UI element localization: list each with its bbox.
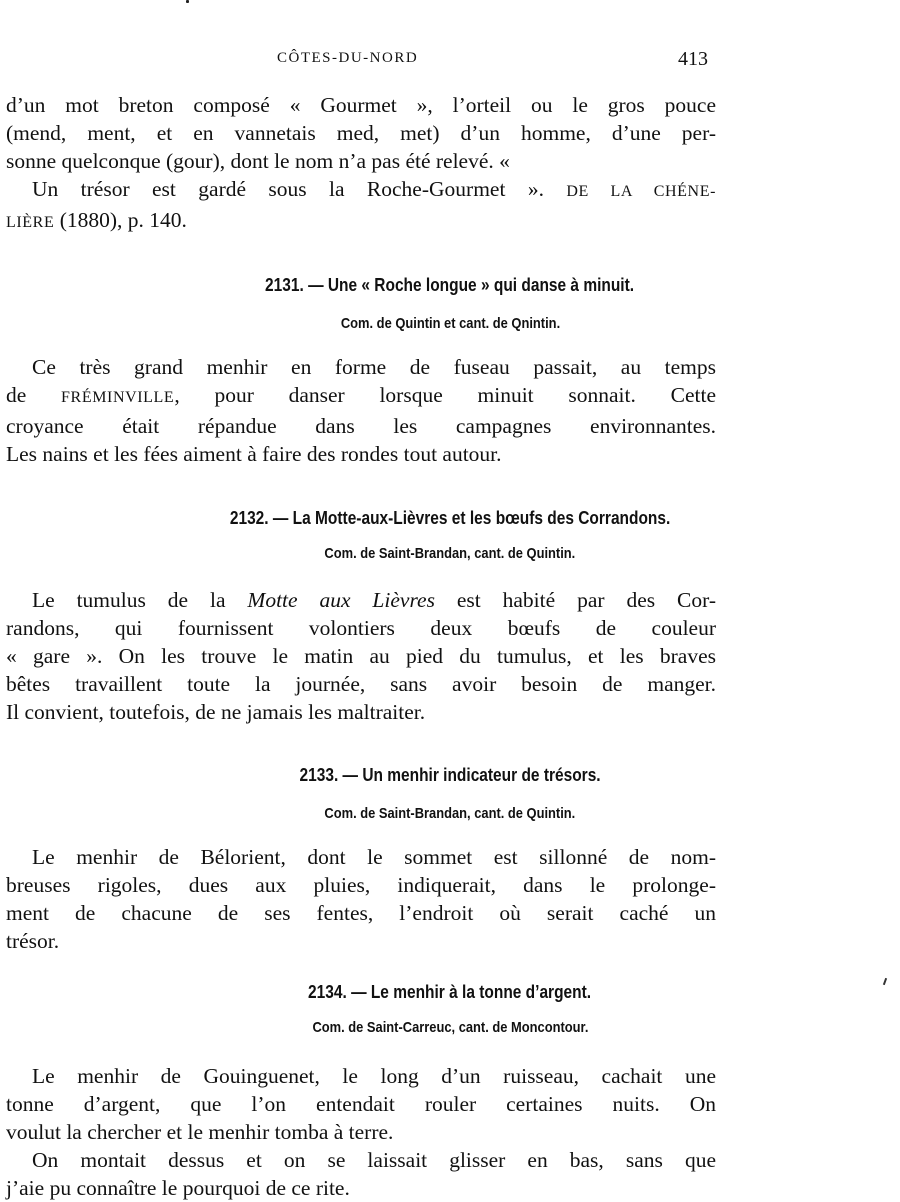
section-subtitle-2131: Com. de Quintin et cant. de Qnintin. xyxy=(340,315,560,332)
running-title: CÔTES-DU-NORD xyxy=(277,50,419,66)
text-line: j’aie pu connaître le pourquoi de ce rite. xyxy=(6,1176,350,1200)
text-line: Le menhir de Bélorient, dont le sommet est sillonné de nom- xyxy=(32,845,716,869)
text-line: randons, qui fournissent volontiers deux bœufs de couleur xyxy=(6,616,716,640)
text-line: bêtes travaillent toute la journée, sans avoir besoin de manger. xyxy=(6,672,716,696)
text-run: de xyxy=(6,383,62,407)
section-body-2133 xyxy=(6,843,716,955)
section-body-2134 xyxy=(6,1062,716,1202)
text-line: d’un mot breton composé « Gourmet », l’orteil ou le gros pouce xyxy=(6,93,716,117)
text-line: (mend, ment, et en vannetais med, met) d’un homme, d’une per- xyxy=(6,121,716,145)
text-run: (1880), p. 140. xyxy=(54,208,187,232)
text-line xyxy=(6,381,716,412)
author-name: DE LA CHÉNE- xyxy=(566,183,716,200)
text-line: trésor. xyxy=(6,929,60,953)
section-title-2131: 2131. — Une « Roche longue » qui danse à minuit. xyxy=(265,275,635,295)
text-run: Le tumulus de la xyxy=(32,588,248,612)
text-line xyxy=(6,586,716,614)
text-line: ment de chacune de ses fentes, l’endroit où serait caché un xyxy=(6,901,716,925)
section-subtitle-2132: Com. de Saint-Brandan, cant. de Quintin. xyxy=(324,545,576,562)
section-title-2132: 2132. — La Motte-aux-Lièvres et les bœufs des Corrandons. xyxy=(229,508,671,528)
author-name: LIÈRE xyxy=(6,214,55,231)
section-body-2132 xyxy=(6,586,716,726)
section-title-2134: 2134. — Le menhir à la tonne d’argent. xyxy=(308,982,592,1002)
text-line: croyance était répandue dans les campagnes environnantes. xyxy=(6,414,716,438)
text-line: breuses rigoles, dues aux pluies, indiquerait, dans le prolonge- xyxy=(6,873,716,897)
place-name: Motte aux Lièvres xyxy=(247,588,435,612)
intro-paragraph xyxy=(6,91,716,237)
text-line xyxy=(6,175,716,206)
text-line: « gare ». On les trouve le matin au pied du tumulus, et les braves xyxy=(6,644,716,668)
text-line: Ce très grand menhir en forme de fuseau passait, au temps xyxy=(32,355,716,379)
section-body-2131 xyxy=(6,353,716,468)
text-line xyxy=(6,206,716,237)
page-number: 413 xyxy=(678,48,708,70)
text-run: est habité par des Cor- xyxy=(434,588,716,612)
text-line: Il convient, toutefois, de ne jamais les maltraiter. xyxy=(6,700,426,724)
text-line: Le menhir de Gouinguenet, le long d’un ruisseau, cachait une xyxy=(32,1064,716,1088)
text-line: voulut la chercher et le menhir tomba à terre. xyxy=(6,1120,394,1144)
section-subtitle-2134: Com. de Saint-Carreuc, cant. de Moncontour. xyxy=(312,1019,588,1036)
text-run: , pour danser lorsque minuit sonnait. Cette xyxy=(174,383,716,407)
section-title-2133: 2133. — Un menhir indicateur de trésors. xyxy=(299,765,601,785)
text-line: On montait dessus et on se laissait glisser en bas, sans que xyxy=(32,1148,716,1172)
ink-dot xyxy=(186,0,189,3)
text-run: Un trésor est gardé sous la Roche-Gourmet ». xyxy=(32,177,567,201)
page-header xyxy=(0,48,900,72)
section-subtitle-2133: Com. de Saint-Brandan, cant. de Quintin. xyxy=(324,805,576,822)
text-line: tonne d’argent, que l’on entendait rouler certaines nuits. On xyxy=(6,1092,716,1116)
text-line: sonne quelconque (gour), dont le nom n’a pas été relevé. « xyxy=(6,149,510,173)
author-name: FRÉMINVILLE xyxy=(61,389,175,406)
text-line: Les nains et les fées aiment à faire des rondes tout autour. xyxy=(6,442,502,466)
